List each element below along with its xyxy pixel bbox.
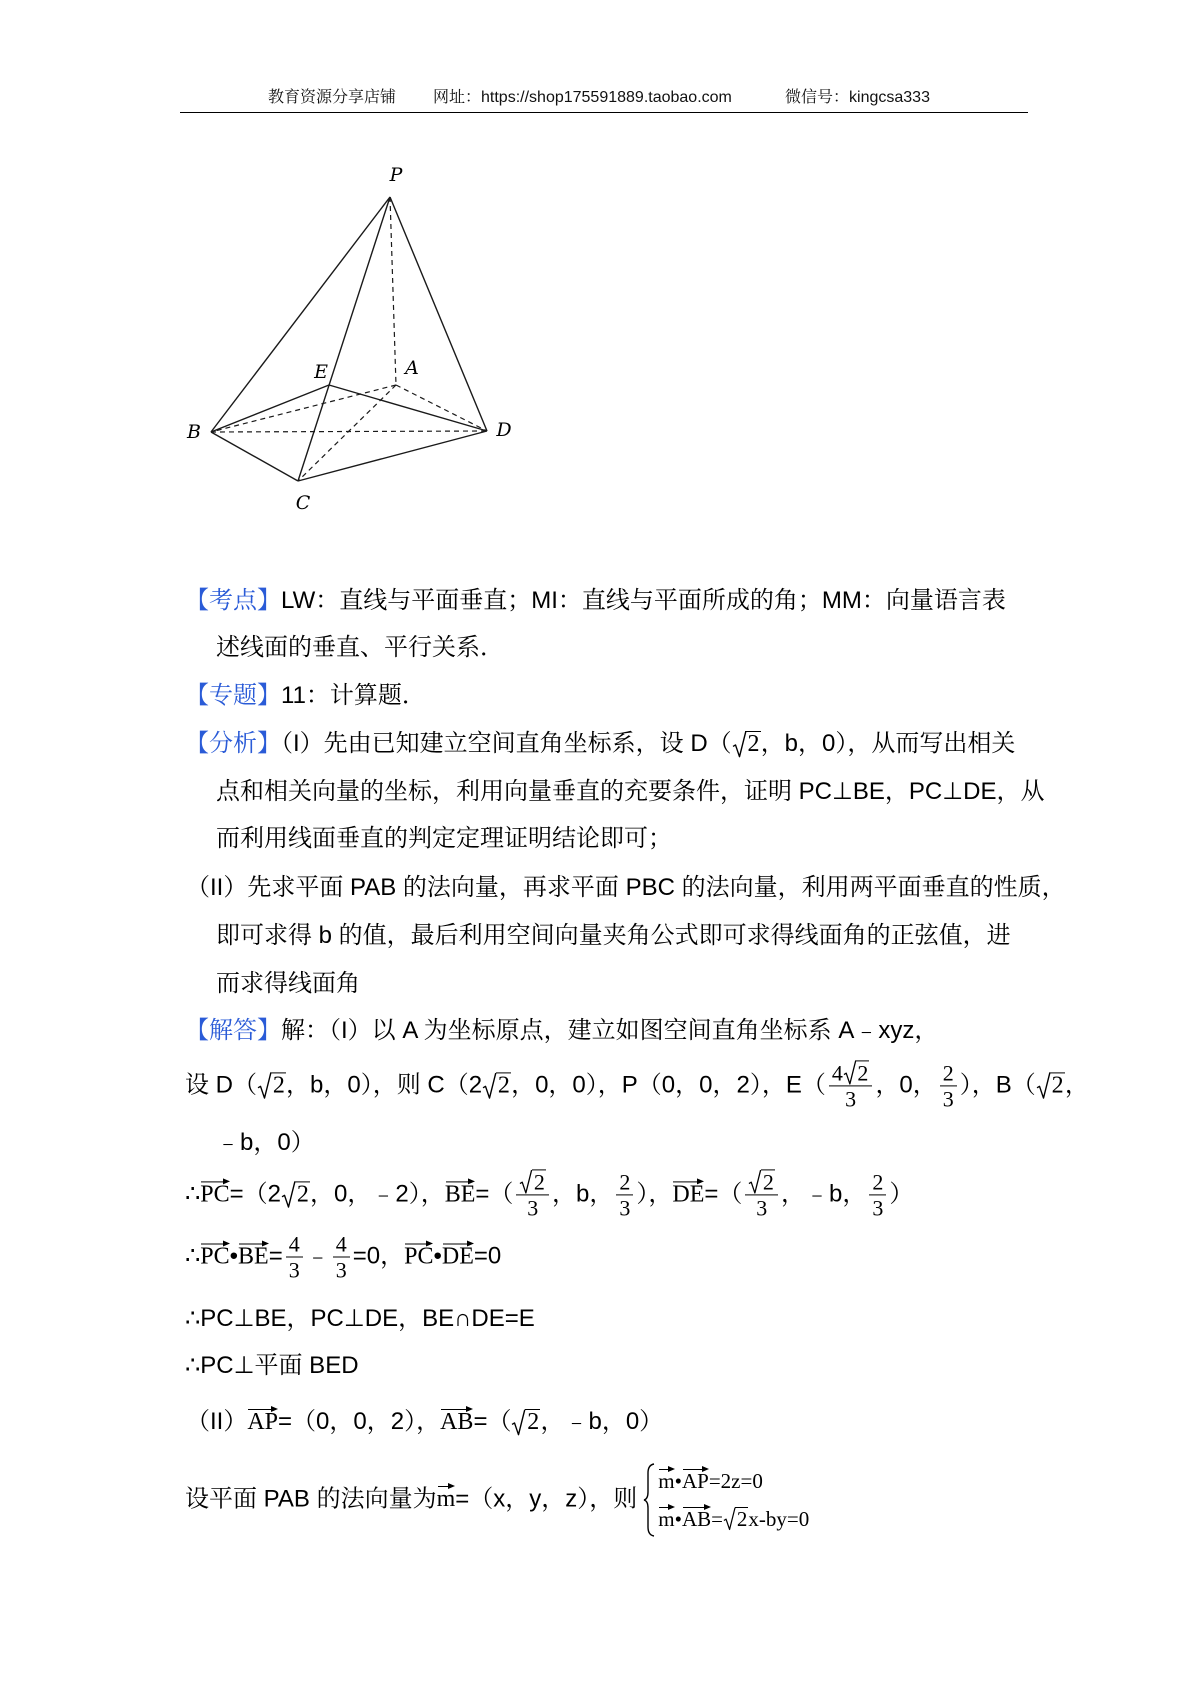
fenxi-line-6: 而求得线面角 xyxy=(216,970,360,997)
coefficient: 4 xyxy=(831,1060,843,1086)
text-segment: ﹣ xyxy=(305,1242,330,1270)
left-brace-icon xyxy=(643,1463,655,1537)
dot-product: • xyxy=(674,1469,682,1493)
text-segment: ，b，0），则 C（2 xyxy=(286,1071,483,1099)
vertex-label-b: B xyxy=(187,421,201,443)
radical-sign-icon xyxy=(519,1169,532,1194)
kaodian-text-1: LW：直线与平面垂直；MI：直线与平面所成的角；MM：向量语言表 xyxy=(281,587,1006,614)
denominator: 3 xyxy=(942,1086,954,1112)
vector-be: BE xyxy=(238,1243,269,1270)
text-segment: ，﹣b， xyxy=(780,1180,867,1208)
radical-sign-icon xyxy=(1036,1072,1050,1099)
text-segment: （II） xyxy=(186,1408,248,1435)
edge-cd xyxy=(298,431,487,481)
square-root xyxy=(732,731,761,758)
text-segment: =（ xyxy=(473,1408,512,1435)
denominator: 3 xyxy=(288,1257,300,1283)
jieda-line-1 xyxy=(185,1015,938,1047)
header-shop-name: 教育资源分享店铺 xyxy=(268,89,397,106)
dot-product: • xyxy=(433,1242,442,1270)
fenxi-line-5: 即可求得 b 的值，最后利用空间向量夹角公式即可求得线面角的正弦值，进 xyxy=(216,922,1011,949)
square-root xyxy=(748,1169,775,1194)
text-segment: =0， xyxy=(352,1242,405,1270)
text-segment: 设 D（ xyxy=(185,1071,257,1099)
fraction xyxy=(940,1060,957,1111)
equation-rows xyxy=(658,1462,809,1538)
square-root xyxy=(257,1072,286,1099)
denominator: 3 xyxy=(527,1195,539,1221)
jieda-line-8 xyxy=(186,1406,663,1438)
vertex-label-c: C xyxy=(295,492,311,514)
vector-pc: PC xyxy=(200,1243,230,1270)
zhuanti-text: 11：计算题． xyxy=(281,682,426,709)
text-segment: ，﹣b，0） xyxy=(540,1408,664,1435)
vector-m: m xyxy=(658,1507,675,1531)
denominator: 3 xyxy=(335,1257,347,1283)
dot-product: • xyxy=(229,1242,239,1270)
vector-m: m xyxy=(436,1486,456,1513)
vector-pc: PC xyxy=(200,1181,230,1208)
fraction xyxy=(286,1232,303,1283)
numerator: 4 xyxy=(286,1232,303,1258)
square-root xyxy=(843,1060,870,1085)
pyramid-figure xyxy=(150,150,550,530)
zhuanti-label: 【专题】 xyxy=(185,682,281,709)
vector-be: BE xyxy=(444,1181,476,1208)
edge-ed xyxy=(329,385,487,431)
text-segment: = xyxy=(711,1507,723,1531)
therefore-symbol: ∴ xyxy=(185,1180,201,1208)
text-segment: ） xyxy=(889,1180,914,1208)
jieda-line-6: ∴PC⊥BE，PC⊥DE，BE∩DE=E xyxy=(185,1305,535,1332)
fraction xyxy=(616,1169,633,1220)
header-url-text: https://shop175591889.taobao.com xyxy=(481,89,732,106)
numerator xyxy=(745,1169,778,1195)
text-segment: ，0，﹣2）， xyxy=(310,1180,445,1208)
text-segment: ，0， xyxy=(875,1071,937,1099)
denominator: 3 xyxy=(845,1086,857,1112)
zhuanti-line xyxy=(185,680,426,712)
fraction xyxy=(333,1232,350,1283)
text-segment: 解：（I）以 A 为坐标原点，建立如图空间直角坐标系 A﹣xyz， xyxy=(281,1017,939,1044)
radical-sign-icon xyxy=(257,1072,271,1099)
jieda-line-9 xyxy=(185,1462,809,1538)
text-segment: ， xyxy=(1064,1071,1089,1099)
fraction xyxy=(516,1169,549,1220)
therefore-symbol: ∴ xyxy=(185,1242,201,1270)
vector-ab: AB xyxy=(440,1409,474,1435)
text-segment: =（ xyxy=(475,1180,514,1208)
text-segment: ）， xyxy=(636,1180,673,1208)
radical-sign-icon xyxy=(281,1181,295,1208)
header-wechat xyxy=(785,87,930,109)
numerator xyxy=(829,1060,873,1086)
square-root xyxy=(519,1169,546,1194)
radical-sign-icon xyxy=(843,1060,856,1085)
text-segment: （I）先由已知建立空间直角坐标系，设 D（ xyxy=(281,730,732,757)
square-root xyxy=(511,1409,540,1436)
fenxi-label: 【分析】 xyxy=(185,730,281,757)
vector-de: DE xyxy=(441,1243,474,1270)
denominator: 3 xyxy=(872,1195,884,1221)
denominator: 3 xyxy=(619,1195,631,1221)
radical-sign-icon xyxy=(723,1507,736,1531)
fraction xyxy=(869,1169,886,1220)
text-segment: ，0，0），P（0，0，2），E（ xyxy=(511,1071,826,1099)
radicand: 2 xyxy=(496,1072,512,1099)
header-wechat-label: 微信号： xyxy=(785,89,850,106)
equation-system xyxy=(643,1462,809,1538)
denominator: 3 xyxy=(756,1195,768,1221)
text-segment: =（x，y，z），则 xyxy=(455,1485,638,1513)
fenxi-line-4: （II）先求平面 PAB 的法向量，再求平面 PBC 的法向量，利用两平面垂直的性质， xyxy=(186,874,1066,901)
vector-pc: PC xyxy=(404,1243,434,1270)
vertex-label-e: E xyxy=(314,361,328,383)
square-root xyxy=(482,1072,511,1099)
equation-row-2 xyxy=(658,1500,809,1538)
header-rule xyxy=(180,112,1028,113)
edge-bc xyxy=(211,432,298,481)
vector-ap: AP xyxy=(247,1409,279,1435)
header-url-label: 网址： xyxy=(433,89,482,106)
vector-ap: AP xyxy=(681,1469,709,1493)
radicand: 2 xyxy=(855,1060,869,1085)
radicand: 2 xyxy=(745,731,761,758)
fraction xyxy=(745,1169,778,1220)
edge-ac xyxy=(298,385,396,481)
jieda-line-7: ∴PC⊥平面 BED xyxy=(185,1352,359,1379)
jieda-label: 【解答】 xyxy=(185,1017,281,1044)
radicand: 2 xyxy=(532,1169,546,1194)
radicand: 2 xyxy=(735,1507,749,1531)
text-segment: =2z=0 xyxy=(708,1469,763,1493)
text-segment: ），B（ xyxy=(959,1071,1036,1099)
square-root xyxy=(281,1181,310,1208)
square-root xyxy=(1036,1072,1065,1099)
numerator: 2 xyxy=(940,1060,957,1086)
numerator: 4 xyxy=(333,1232,350,1258)
text-segment: 设平面 PAB 的法向量为 xyxy=(185,1485,437,1513)
jieda-line-2 xyxy=(185,1060,1089,1111)
jieda-line-4 xyxy=(185,1169,913,1220)
edge-bd xyxy=(211,431,487,432)
edge-pa xyxy=(390,197,396,385)
header-url xyxy=(433,87,732,109)
fenxi-line-2: 点和相关向量的坐标，利用向量垂直的充要条件，证明 PC⊥BE，PC⊥DE，从 xyxy=(216,778,1045,805)
vertex-label-d: D xyxy=(496,419,512,441)
text-segment: =（0，0，2）， xyxy=(278,1408,441,1435)
text-segment: =0 xyxy=(473,1242,502,1270)
text-segment: =（ xyxy=(704,1180,743,1208)
fenxi-line-3: 而利用线面垂直的判定定理证明结论即可； xyxy=(216,825,672,852)
radicand: 2 xyxy=(1049,1072,1065,1099)
kaodian-line-2: 述线面的垂直、平行关系． xyxy=(216,634,504,661)
text-segment: x-by=0 xyxy=(748,1507,810,1531)
edge-ab xyxy=(211,385,396,432)
edge-pc xyxy=(298,197,390,481)
edge-pd xyxy=(390,197,487,431)
vector-ab: AB xyxy=(681,1507,712,1531)
jieda-line-5 xyxy=(185,1232,501,1283)
numerator xyxy=(516,1169,549,1195)
fenxi-line-1 xyxy=(185,728,1015,760)
vector-m: m xyxy=(658,1469,675,1493)
radical-sign-icon xyxy=(732,731,746,758)
radical-sign-icon xyxy=(511,1409,525,1436)
numerator: 2 xyxy=(869,1169,886,1195)
square-root xyxy=(723,1507,748,1531)
radical-sign-icon xyxy=(748,1169,761,1194)
equation-row-1 xyxy=(658,1462,809,1500)
radical-sign-icon xyxy=(482,1072,496,1099)
vertex-label-a: A xyxy=(405,357,419,379)
numerator: 2 xyxy=(616,1169,633,1195)
jieda-line-3: ﹣b，0） xyxy=(216,1129,315,1156)
kaodian-label: 【考点】 xyxy=(185,587,281,614)
text-segment: = xyxy=(268,1242,283,1270)
radicand: 2 xyxy=(270,1072,286,1099)
text-segment: ，b， xyxy=(552,1180,614,1208)
vertex-label-p: P xyxy=(389,164,403,186)
vector-de: DE xyxy=(672,1181,705,1208)
text-segment: =（2 xyxy=(229,1180,282,1208)
dot-product: • xyxy=(674,1507,682,1531)
radicand: 2 xyxy=(294,1181,310,1208)
text-segment: ，b，0），从而写出相关 xyxy=(760,730,1016,757)
radicand: 2 xyxy=(525,1409,541,1436)
fraction xyxy=(829,1060,873,1111)
header-wechat-id: kingcsa333 xyxy=(849,89,930,106)
radicand: 2 xyxy=(761,1169,775,1194)
kaodian-line-1 xyxy=(185,585,1006,617)
